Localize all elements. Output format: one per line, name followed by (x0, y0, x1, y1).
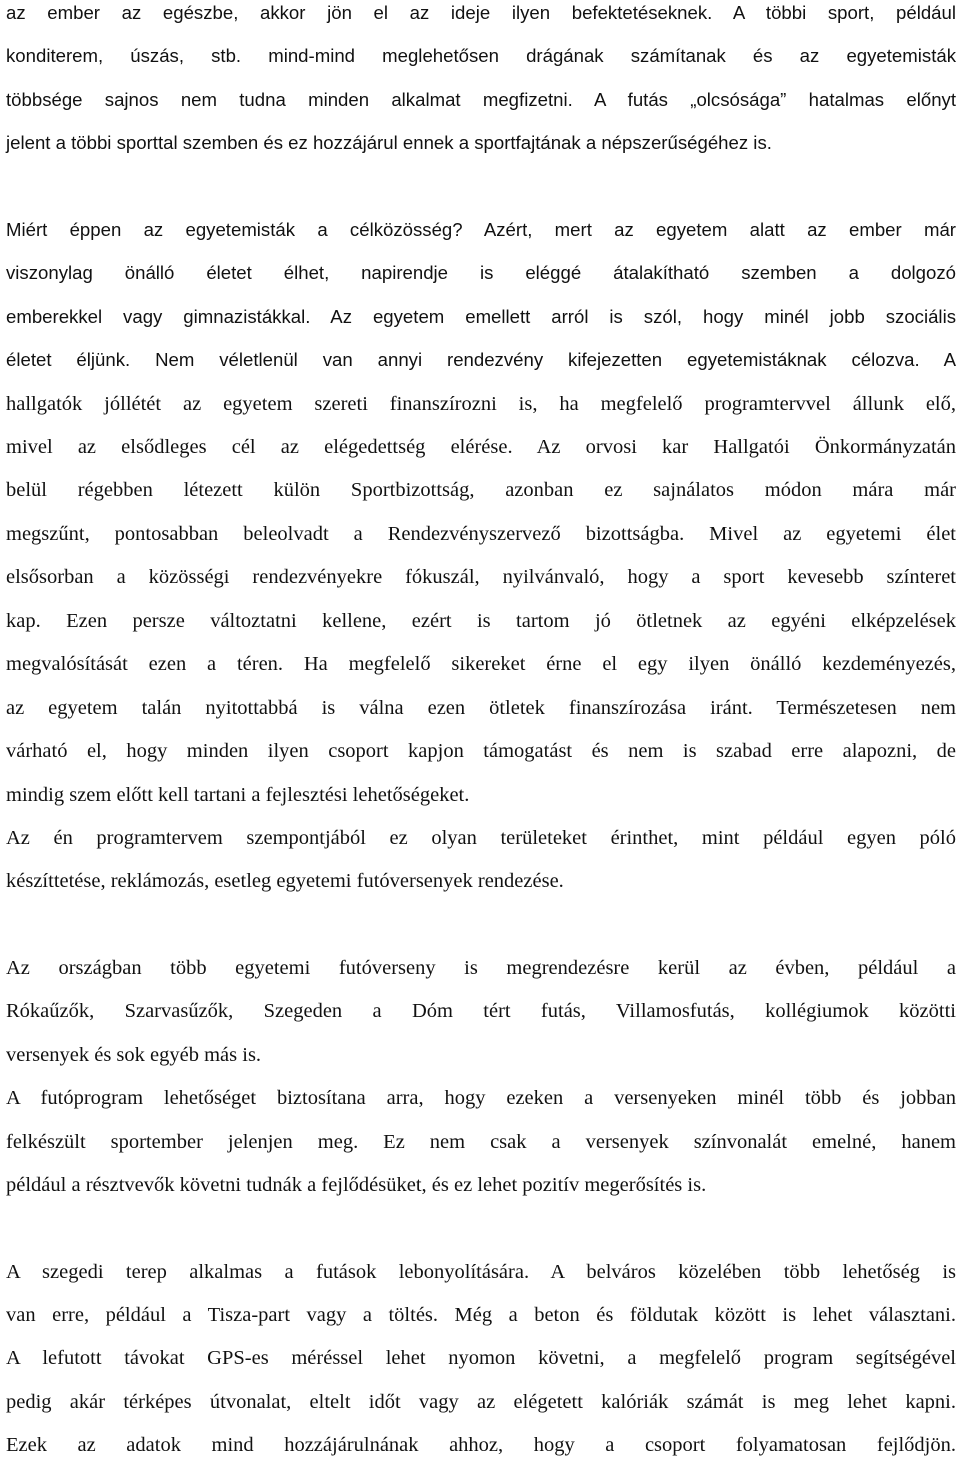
text-line: az ember az egészbe, akkor jön el az ideje ilyen befektetéseknek. A többi sport, például (6, 2, 956, 23)
text-line: mindig szem előtt kell tartani a fejlesztési lehetőségeket. (6, 784, 470, 806)
text-line: A szegedi terep alkalmas a futások lebonyolítására. A belváros közelében több lehetőség is (6, 1261, 956, 1283)
text-line: mivel az elsődleges cél az elégedettség elérése. Az orvosi kar Hallgatói Önkormányzatán (6, 436, 956, 458)
text-line: várható el, hogy minden ilyen csoport kapjon támogatást és nem is szabad erre alapozni, de (6, 740, 956, 762)
text-line: Rókaűzők, Szarvasűzők, Szegeden a Dóm tért futás, Villamosfutás, kollégiumok közötti (6, 1000, 956, 1022)
text-line: felkészült sportember jelenjen meg. Ez nem csak a versenyek színvonalát emelné, hanem (6, 1131, 956, 1153)
text-line: készíttetése, reklámozás, esetleg egyetemi futóversenyek rendezése. (6, 870, 564, 892)
text-line: életet éljünk. Nem véletlenül van annyi rendezvény kifejezetten egyetemistáknak célozva. A (6, 349, 956, 370)
text-line: jelent a többi sporttal szemben és ez hozzájárul ennek a sportfajtának a népszerűségéhez is. (6, 132, 772, 153)
text-line: viszonylag önálló életet élhet, napirendje is eléggé átalakítható szemben a dolgozó (6, 262, 956, 283)
text-line: Az én programtervem szempontjából ez olyan területeket érinthet, mint például egyen póló (6, 827, 956, 849)
text-line: Miért éppen az egyetemisták a célközösség? Azért, mert az egyetem alatt az ember már (6, 219, 956, 240)
text-line: versenyek és sok egyéb más is. (6, 1044, 262, 1066)
text-line: emberekkel vagy gimnazistákkal. Az egyetem emellett arról is szól, hogy minél jobb szociális (6, 306, 956, 327)
text-line: A lefutott távokat GPS-es méréssel lehet nyomon követni, a megfelelő program segítségével (6, 1347, 956, 1369)
text-line: az egyetem talán nyitottabbá is válna ezen ötletek finanszírozása iránt. Természetesen nem (6, 697, 956, 719)
text-line: elsősorban a közösségi rendezvényekre fókuszál, nyilvánvaló, hogy a sport kevesebb színteret (6, 566, 956, 588)
text-line: például a résztvevők követni tudnák a fejlődésüket, és ez lehet pozitív megerősítés is. (6, 1174, 707, 1196)
text-line: kap. Ezen persze változtatni kellene, ezért is tartom jó ötletnek az egyéni elképzelések (6, 610, 956, 632)
text-line: A futóprogram lehetőséget biztosítana arra, hogy ezeken a versenyeken minél több és jobban (6, 1087, 956, 1109)
text-line: hallgatók jóllétét az egyetem szereti finanszírozni is, ha megfelelő programtervvel állunk elő, (6, 393, 956, 415)
text-line: pedig akár térképes útvonalat, eltelt időt vagy az elégetett kalóriák számát is meg lehet kapni. (6, 1391, 956, 1413)
text-line: többsége sajnos nem tudna minden alkalmat megfizetni. A futás „olcsósága” hatalmas előnyt (6, 89, 956, 110)
text-line: megvalósítását ezen a téren. Ha megfelelő sikereket érne el egy ilyen önálló kezdeményezés, (6, 653, 956, 675)
text-line: Ezek az adatok mind hozzájárulnának ahhoz, hogy a csoport folyamatosan fejlődjön. (6, 1434, 956, 1456)
text-line: megszűnt, pontosabban beleolvadt a Rendezvényszervező bizottságba. Mivel az egyetemi élet (6, 523, 956, 545)
text-line: konditerem, úszás, stb. mind-mind meglehetősen drágának számítanak és az egyetemisták (6, 45, 956, 66)
text-line: van erre, például a Tisza-part vagy a töltés. Még a beton és földutak között is lehet választani. (6, 1304, 956, 1326)
text-line: Az országban több egyetemi futóverseny is megrendezésre kerül az évben, például a (6, 957, 956, 979)
text-line: belül régebben létezett külön Sportbizottság, azonban ez sajnálatos módon mára már (6, 479, 956, 501)
